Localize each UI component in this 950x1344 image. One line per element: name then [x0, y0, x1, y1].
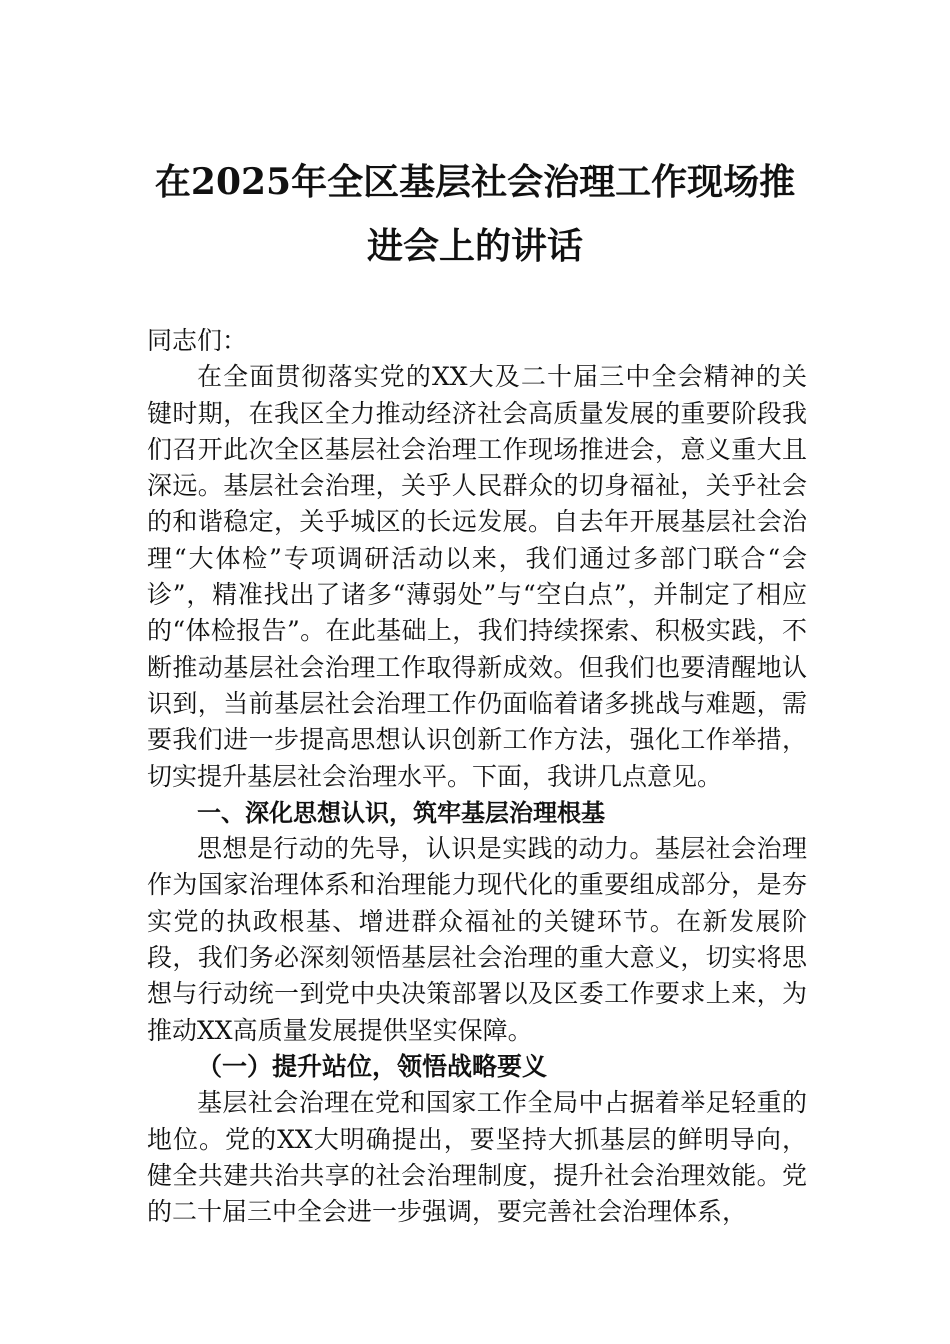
document-title: 在2025年全区基层社会治理工作现场推进会上的讲话 [154, 161, 796, 267]
subsection-1-paragraph: 基层社会治理在党和国家工作全局中占据着举足轻重的地位。党的XX大明确提出，要坚持大抓基层的鲜明导向，健全共建共治共享的社会治理制度，提升社会治理效能。党的二十届三中全会进一步强调，要完善社会治理体系， [147, 1088, 807, 1227]
section-1-paragraph: 思想是行动的先导，认识是实践的动力。基层社会治理作为国家治理体系和治理能力现代化的重要组成部分，是夯实党的执政根基、增进群众福祉的关键环节。在新发展阶段，我们务必深刻领悟基层社会治理的重大意义，切实将思想与行动统一到党中央决策部署以及区委工作要求上来，为推动XX高质量发展提供坚实保障。 [147, 834, 807, 1045]
document-body [147, 323, 807, 1230]
salutation: 同志们： [147, 326, 248, 355]
section-1-heading: 一、深化思想认识，筑牢基层治理根基 [197, 798, 605, 827]
intro-paragraph: 在全面贯彻落实党的XX大及二十届三中全会精神的关键时期，在我区全力推动经济社会高质量发展的重要阶段我们召开此次全区基层社会治理工作现场推进会，意义重大且深远。基层社会治理，关乎人民群众的切身福祉，关乎社会的和谐稳定，关乎城区的长远发展。自去年开展基层社会治理“大体检”专项调研活动以来，我们通过多部门联合“会诊”，精准找出了诸多“薄弱处”与“空白点”，并制定了相应的“体检报告”。在此基础上，我们持续探索、积极实践，不断推动基层社会治理工作取得新成效。但我们也要清醒地认识到，当前基层社会治理工作仍面临着诸多挑战与难题，需要我们进一步提高思想认识创新工作方法，强化工作举措，切实提升基层社会治理水平。下面，我讲几点意见。 [147, 362, 807, 791]
subsection-1-heading: （一）提升站位，领悟战略要义 [197, 1051, 548, 1081]
